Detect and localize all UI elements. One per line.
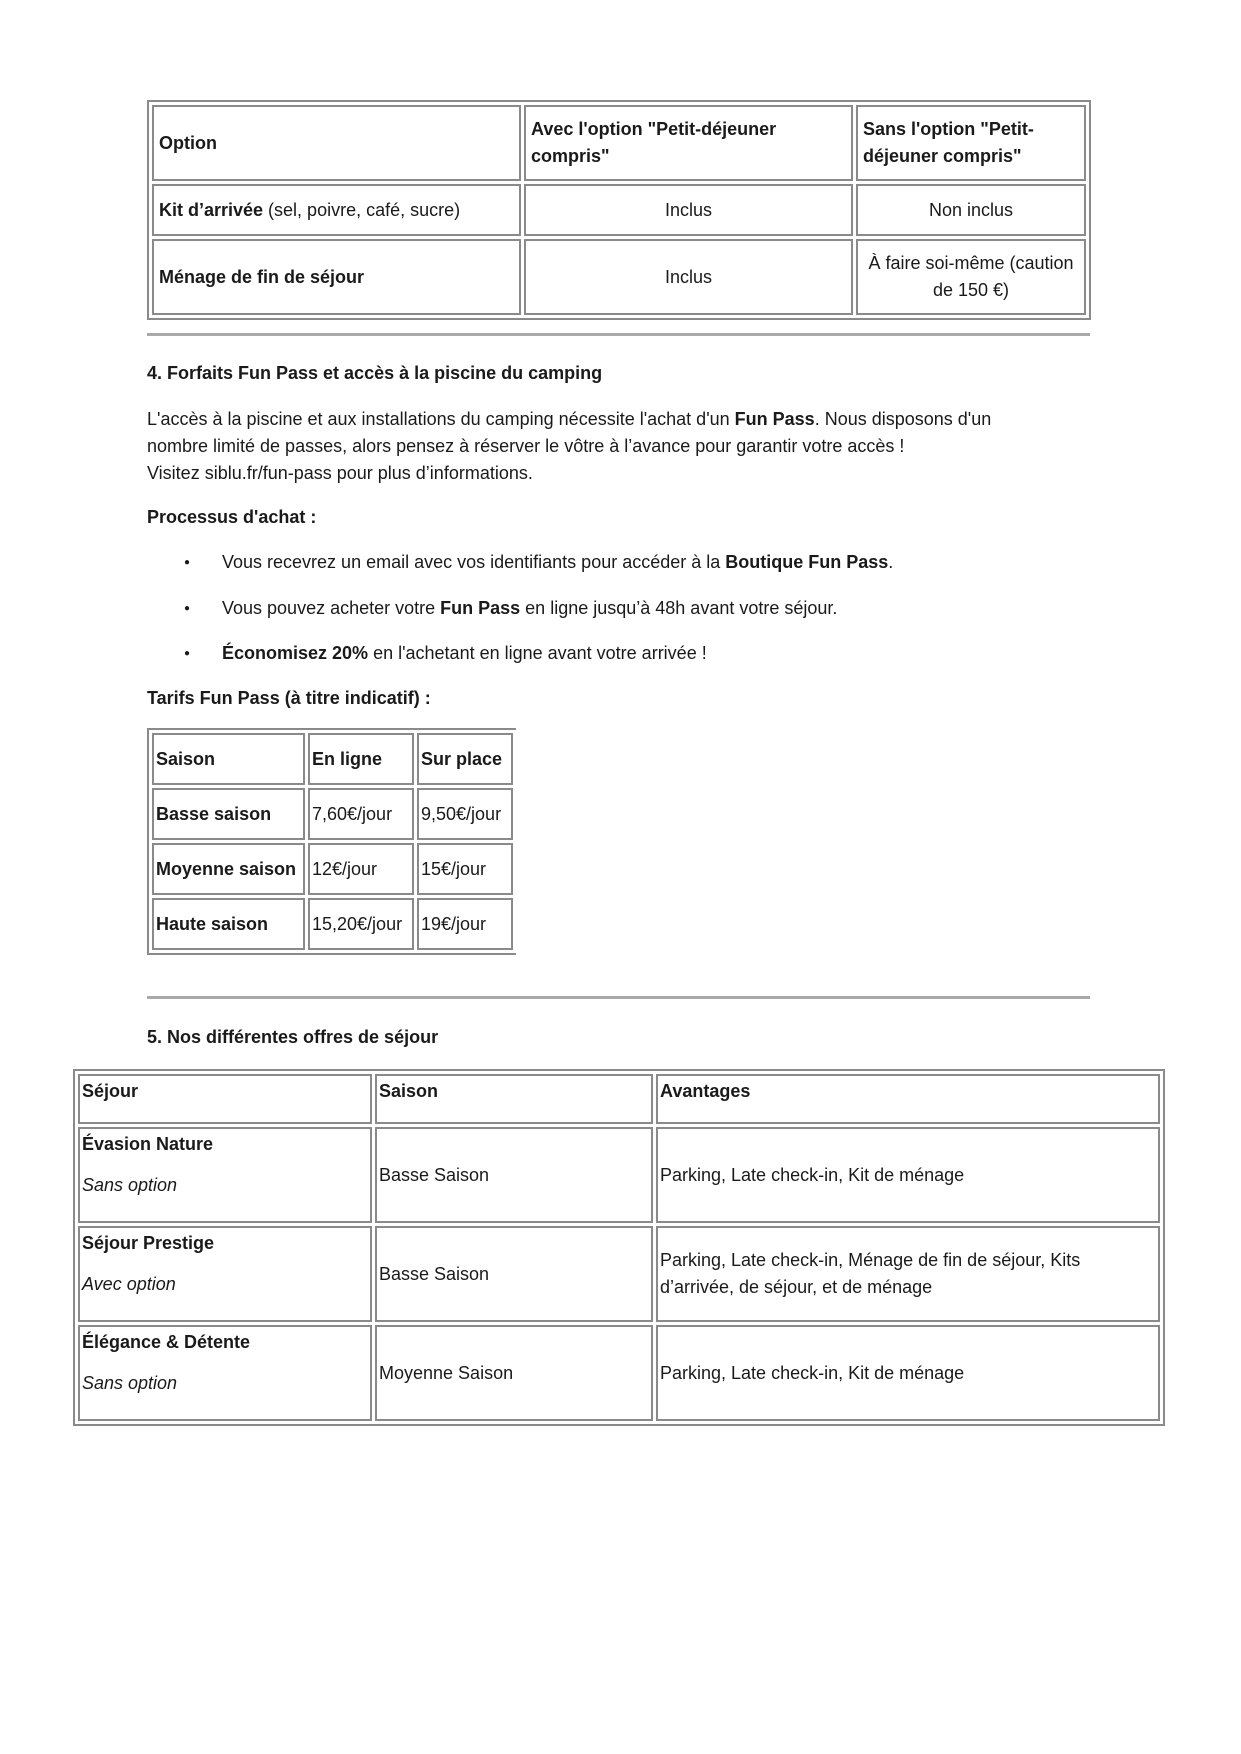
cell-onsite: 19€/jour — [417, 898, 513, 950]
cell-season: Basse Saison — [375, 1127, 653, 1223]
offer-name: Évasion Nature — [82, 1134, 214, 1154]
header-without-breakfast: Sans l'option "Petit-déjeuner compris" — [856, 105, 1086, 181]
para-text: . Nous disposons d'un nombre limité de passes, alors pensez à réserver le vôtre à l’avance pour garantir votre accès ! — [147, 409, 992, 456]
offer-name: Élégance & Détente — [82, 1332, 251, 1352]
divider — [147, 333, 1090, 336]
cell-onsite: 15€/jour — [417, 843, 513, 895]
list-item: ● Vous recevrez un email avec vos identifiants pour accéder à la Boutique Fun Pass. — [222, 549, 893, 576]
row-label-bold: Kit d’arrivée — [159, 199, 264, 220]
section5-title: 5. Nos différentes offres de séjour — [147, 1027, 439, 1047]
cell-season: Basse saison — [152, 788, 305, 840]
cell-online: 15,20€/jour — [308, 898, 414, 950]
offer-option: Avec option — [82, 1274, 176, 1294]
section4-title: 4. Forfaits Fun Pass et accès à la piscine du camping — [147, 363, 603, 383]
tarifs-table — [147, 728, 516, 955]
cell-perks: Parking, Late check-in, Ménage de fin de séjour, Kits d’arrivée, de séjour, et de ménage — [656, 1226, 1160, 1322]
cell-without: À faire soi-même (caution de 150 €) — [856, 239, 1086, 315]
table-row — [152, 788, 513, 840]
offers-table — [73, 1069, 1165, 1426]
offer-name: Séjour Prestige — [82, 1233, 215, 1253]
row-label-bold: Ménage de fin de séjour — [159, 266, 365, 287]
cell-sejour — [78, 1325, 372, 1421]
cell-season: Moyenne Saison — [375, 1325, 653, 1421]
cell-season: Basse Saison — [375, 1226, 653, 1322]
cell-without: Non inclus — [856, 184, 1086, 236]
header-online: En ligne — [308, 733, 414, 785]
cell-perks: Parking, Late check-in, Kit de ménage — [656, 1127, 1160, 1223]
divider — [147, 996, 1090, 999]
cell-online: 7,60€/jour — [308, 788, 414, 840]
table-row — [78, 1325, 1160, 1421]
list-item: ● Vous pouvez acheter votre Fun Pass en ligne jusqu’à 48h avant votre séjour. — [222, 595, 837, 622]
para-text: L'accès à la piscine et aux installations du camping nécessite l'achat d'un — [147, 409, 735, 429]
header-sejour: Séjour — [78, 1074, 372, 1124]
header-saison: Saison — [152, 733, 305, 785]
cell-online: 12€/jour — [308, 843, 414, 895]
para-bold: Fun Pass — [734, 409, 815, 429]
list-item: ● Économisez 20% en l'achetant en ligne avant votre arrivée ! — [222, 640, 707, 667]
offer-option: Sans option — [82, 1175, 178, 1195]
row-label-detail: (sel, poivre, café, sucre) — [263, 199, 461, 220]
cell-season: Moyenne saison — [152, 843, 305, 895]
header-onsite: Sur place — [417, 733, 513, 785]
process-title: Processus d'achat : — [147, 507, 317, 527]
header-with-breakfast: Avec l'option "Petit-déjeuner compris" — [524, 105, 853, 181]
table-row — [152, 898, 513, 950]
cell-season: Haute saison — [152, 898, 305, 950]
header-saison: Saison — [375, 1074, 653, 1124]
row-label — [152, 184, 521, 236]
table-row — [78, 1127, 1160, 1223]
table-row — [78, 1074, 1160, 1124]
cell-onsite: 9,50€/jour — [417, 788, 513, 840]
offer-option: Sans option — [82, 1373, 178, 1393]
row-label — [152, 239, 521, 315]
table-row — [152, 239, 1086, 315]
cell-with: Inclus — [524, 239, 853, 315]
table-row — [152, 184, 1086, 236]
cell-sejour — [78, 1127, 372, 1223]
cell-sejour — [78, 1226, 372, 1322]
section4-paragraph — [147, 406, 1047, 487]
header-avantages: Avantages — [656, 1074, 1160, 1124]
table-row — [152, 843, 513, 895]
cell-perks: Parking, Late check-in, Kit de ménage — [656, 1325, 1160, 1421]
tarifs-title: Tarifs Fun Pass (à titre indicatif) : — [147, 688, 431, 708]
cell-with: Inclus — [524, 184, 853, 236]
options-table — [147, 100, 1091, 320]
table-row — [152, 105, 1086, 181]
para-link-text: Visitez siblu.fr/fun-pass pour plus d’informations. — [147, 463, 533, 483]
header-option: Option — [152, 105, 521, 181]
table-row — [152, 733, 513, 785]
table-row — [78, 1226, 1160, 1322]
